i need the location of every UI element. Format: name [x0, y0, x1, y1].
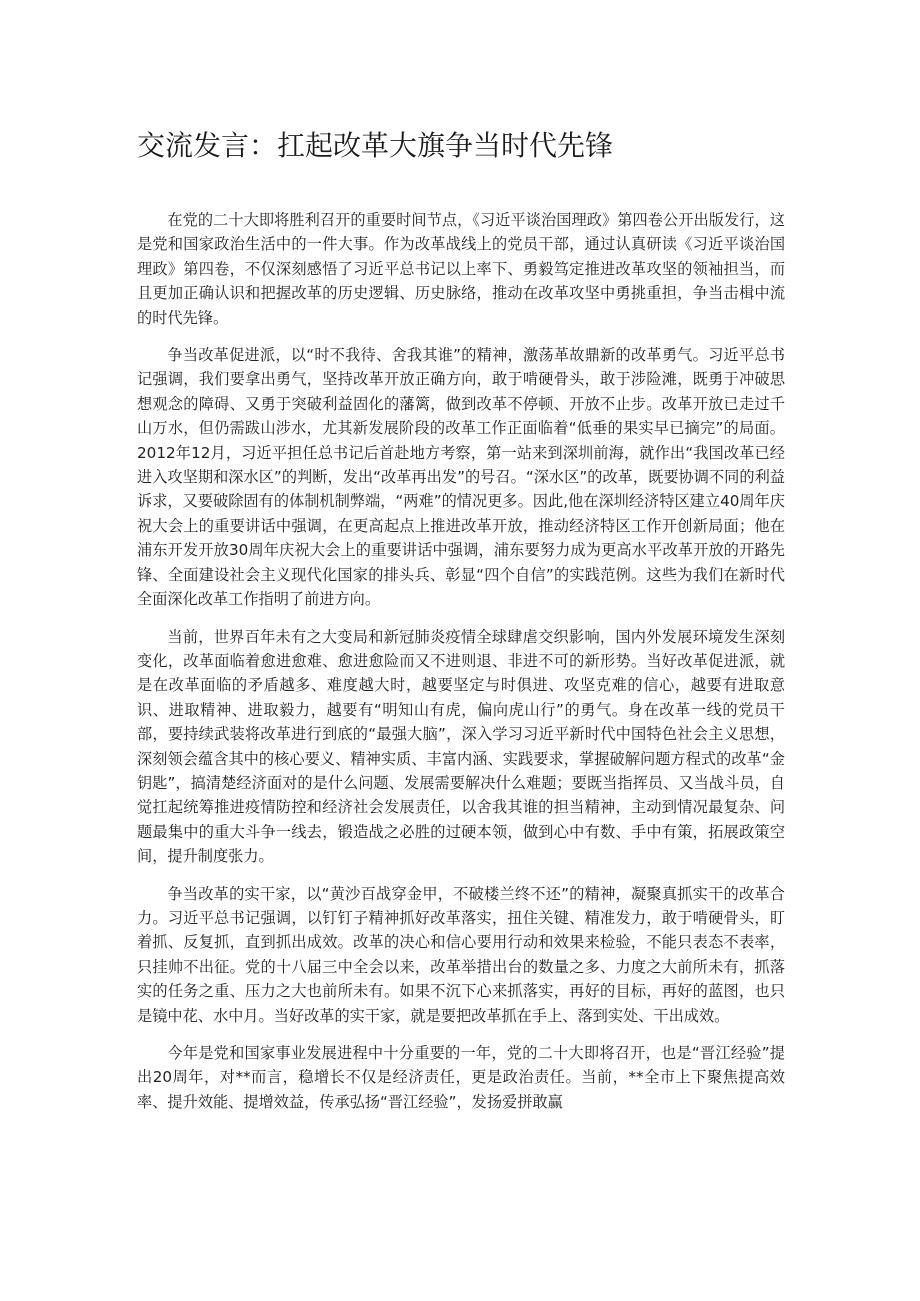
paragraph-4: 争当改革的实干家，以“黄沙百战穿金甲，不破楼兰终不还”的精神，凝聚真抓实干的改革合力。习近平总书记强调，以钉钉子精神抓好改革落实，扭住关键、精准发力，敢于啃硬骨头，盯着抓、反复抓，直到抓出成效。改革的决心和信心要用行动和效果来检验，不能只表态不表率，只挂帅不出征。党的十八届三中全会以来，改革举措出台的数量之多、力度之大前所未有，抓落实的任务之重、压力之大也前所未有。如果不沉下心来抓落实，再好的目标，再好的蓝图，也只是镜中花、水中月。当好改革的实干家，就是要把改革抓在手上、落到实处、干出成效。: [137, 884, 785, 1025]
paragraph-5: 今年是党和国家事业发展进程中十分重要的一年，党的二十大即将召开，也是“晋江经验”提出20周年，对**而言，稳增长不仅是经济责任，更是政治责任。当前，**全市上下聚焦提高效率、提升效能、提增效益，传承弘扬“晋江经验”，发扬爱拼敢赢: [137, 1044, 785, 1111]
paragraph-1: 在党的二十大即将胜利召开的重要时间节点，《习近平谈治国理政》第四卷公开出版发行，这是党和国家政治生活中的一件大事。作为改革战线上的党员干部，通过认真研读《习近平谈治国理政》第四卷，不仅深刻感悟了习近平总书记以上率下、勇毅笃定推进改革攻坚的领袖担当，而且更加正确认识和把握改革的历史逻辑、历史脉络，推动在改革攻坚中勇挑重担，争当击楫中流的时代先锋。: [137, 211, 785, 327]
paragraph-3: 当前，世界百年未有之大变局和新冠肺炎疫情全球肆虐交织影响，国内外发展环境发生深刻变化，改革面临着愈进愈难、愈进愈险而又不进则退、非进不可的新形势。当好改革促进派，就是在改革面临的矛盾越多、难度越大时，越要坚定与时俱进、攻坚克难的信心，越要有进取意识、进取精神、进取毅力，越要有“明知山有虎，偏向虎山行”的勇气。身在改革一线的党员干部，要持续武装将改革进行到底的“最强大脑”，深入学习习近平新时代中国特色社会主义思想，深刻领会蕴含其中的核心要义、精神实质、丰富内涵、实践要求，掌握破解问题方程式的改革“金钥匙”，搞清楚经济面对的是什么问题、发展需要解决什么难题；要既当指挥员、又当战斗员，自觉扛起统筹推进疫情防控和经济社会发展责任，以舍我其谁的担当精神，主动到情况最复杂、问题最集中的重大斗争一线去，锻造战之必胜的过硬本领，做到心中有数、手中有策，拓展政策空间，提升制度张力。: [137, 627, 785, 866]
paragraph-2: 争当改革促进派，以“时不我待、舍我其谁”的精神，激荡革故鼎新的改革勇气。习近平总书记强调，我们要拿出勇气，坚持改革开放正确方向，敢于啃硬骨头，敢于涉险滩，既勇于冲破思想观念的障碍、又勇于突破利益固化的藩篱，做到改革不停顿、开放不止步。改革开放已走过千山万水，但仍需跋山涉水，尤其新发展阶段的改革工作正面临着“低垂的果实早已摘完”的局面。2012年12月，习近平担任总书记后首赴地方考察，第一站来到深圳前海，就作出“我国改革已经进入攻坚期和深水区”的判断，发出“改革再出发”的号召。“深水区”的改革，既要协调不同的利益诉求，又要破除固有的体制机制弊端，“两难”的情况更多。因此,他在深圳经济特区建立40周年庆祝大会上的重要讲话中强调，在更高起点上推进改革开放，推动经济特区工作开创新局面；他在浦东开发开放30周年庆祝大会上的重要讲话中强调，浦东要努力成为更高水平改革开放的开路先锋、全面建设社会主义现代化国家的排头兵、彰显“四个自信”的实践范例。这些为我们在新时代全面深化改革工作指明了前进方向。: [137, 346, 785, 609]
document-title: 交流发言：扛起改革大旗争当时代先锋: [137, 129, 614, 162]
document-body: [137, 208, 785, 1127]
